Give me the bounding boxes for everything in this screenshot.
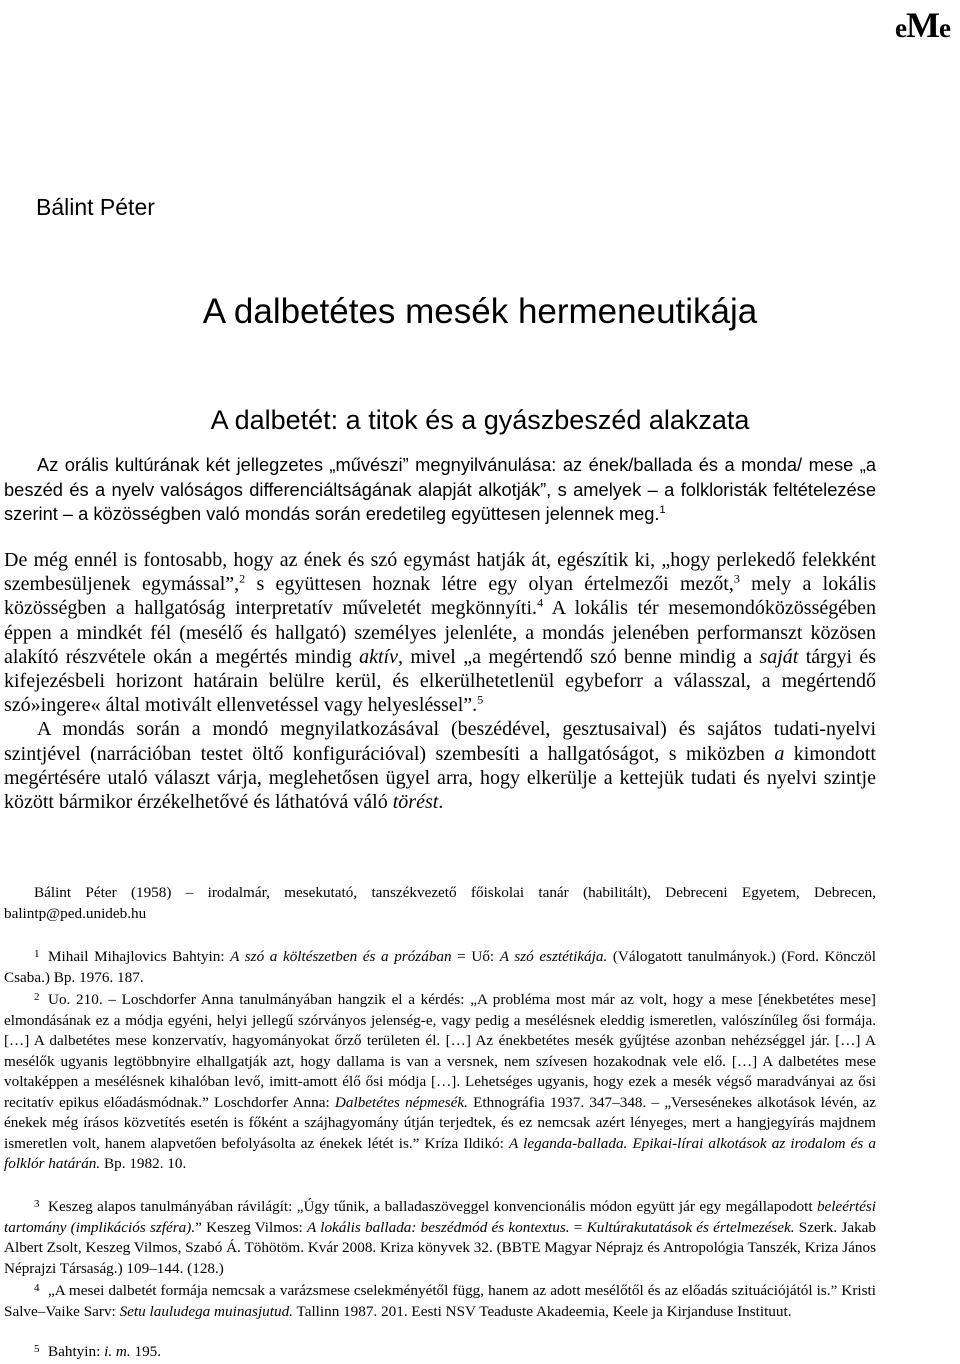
body-text [4, 548, 876, 814]
footnote-5: 5 Bahtyin: i. m. 195. [34, 1343, 162, 1360]
author-name: Bálint Péter [36, 194, 155, 220]
article-title: A dalbetétes mesék hermeneutikája [202, 292, 758, 331]
footnote-1: 1 Mihail Mihajlovics Bahtyin: A szó a költészetben és a prózában = Uő: A szó esztétikája. (Válogatott tanulmányok.) (Ford. Könczöl Csaba.) Bp. 1976. 187. [4, 948, 876, 986]
footnote-ref-4[interactable]: 4 [537, 595, 544, 610]
body-paragraph-2: De még ennél is fontosabb, hogy az ének és szó egymást hatják át, egészítik ki, „hogy perlekedő felekként szembesüljenek egymással”,$^2$ s együttesen hoznak létre egy olyan értelmezői mezőt,$^3$ mely a lokális közösségben a hallgatóság interpretatív műveletét megkönnyíti.$^4$ A lokális tér mesemondóközösségében éppen a mindkét fél (mesélő és hallgató) személyes jelenléte, a mondás jelenében performanszt közösen alakító részvétele okán a megértés mindig aktív, mivel „a megértendő szó benne mindig a saját tárgyi és kifejezésbeli horizont határain belülre kerül, és elkerülhetetlenül egybeforr a válasszal, a megértendő szó»ingere« által motivált ellenvetéssel vagy helyesléssel”.$^5$ [4, 549, 877, 717]
footnote-ref-5[interactable]: 5 [477, 692, 484, 707]
footnote-3: 3 Keszeg alapos tanulmányában rávilágít: „Úgy tűnik, a balladaszöveggel konvencionális módon együtt jár egy megállapodott beleértési tartomány (implikációs szféra).” Keszeg Vilmos: A lokális ballada: beszédmód és kontextus. = Kultúrakutatások és értelmezések. Szerk. Jakab Albert Zsolt, Keszeg Vilmos, Szabó Á. Töhötöm. Kvár 2008. Kriza könyvek 32. (BBTE Magyar Néprajz és Antropológia Tanszék, Kriza János Néprajzi Társaság.) 109–144. (128.) [4, 1198, 876, 1277]
footnote-2: 2 Uo. 210. – Loschdorfer Anna tanulmányában hangzik el a kérdés: „A probléma most már az volt, hogy a mese [énekbetétes mese] elmondásának ez a módja egyéni, helyi jellegű szórványos jelenség-e, vagy pedig a mesélésnek eleddig ismeretlen, valószínűleg ősi formája. […] A dalbetétes mese konzervatív, hagyományokat őrző területen él. […] Az énekbetétes mesék gyűjtése azonban nehézséggel jár. […] A mesélők ugyanis legtöbbnyire elhallgatják azt, hogy dallama is van a versnek, nem szívesen hozakodnak vele elő. […] A dalbetétes mese voltaképpen a mesélésnek kihalóban levő, imitt-amott élő ősi módja […]. Lehetséges ugyanis, hogy ezek a mesék végső maradványai az ősi recitatív epikus előadásmódnak.” Loschdorfer Anna: Dalbetétes népmesék. Ethnográfia 1937. 347–348. – „Versesénekes alkotások lévén, az énekek még írásos közvetítés esetén is főként a szájhagyomány útján terjedtek, és ez nemcsak azért lényeges, mert a hangjegyírás majdnem ismeretlen volt, hanem alapvetően befolyásolta az énekek létét is.” Kríza Ildikó: A leganda-ballada. Epikai-lírai alkotások az irodalom és a folklór határán. Bp. 1982. 10. [4, 991, 876, 1172]
journal-logo: eMe [895, 5, 950, 45]
footnote-4: 4 „A mesei dalbetét formája nemcsak a varázsmese cselekményétől függ, hanem az adott mesélőtől és az előadás szituációjától is.” Kristi Salve–Vaike Sarv: Setu lauludega muinasjutud. Tallinn 1987. 201. Eesti NSV Teaduste Akadeemia, Keele ja Kirjanduse Instituut. [4, 1282, 876, 1320]
body-paragraph-1: Az orális kultúrának két jellegzetes „művészi” megnyilvánulása: az ének/ballada és a monda/ mese „a beszéd és a nyelv valóságos differenciáltságának alapját alkotják”, s amelyek – a folkloristák feltételezése szerint – a közösségben való mondás során eredetileg együttesen jelennek meg.$^1$ [4, 454, 876, 524]
body-paragraph-3: A mondás során a mondó megnyilatkozásával (beszédével, gesztusaival) és sajátos tudati-nyelvi szintjével (narrációban testet öltő konfigurációval) szembesíti a hallgatóságot, s miközben a kimondott megértésére utaló választ várja, meglehetősen ügyel arra, hogy elkerülje a kettejük tudati és nyelvi szintje között bármikor érzékelhetővé és láthatóvá váló törést. [4, 718, 876, 814]
footnote-ref-1[interactable]: 1 [659, 503, 666, 516]
footnote-ref-3[interactable]: 3 [733, 571, 740, 586]
footnote-ref-2[interactable]: 2 [239, 571, 246, 586]
section-heading: A dalbetét: a titok és a gyászbeszéd alakzata [210, 405, 750, 435]
author-bio: Bálint Péter (1958) – irodalmár, mesekutató, tanszékvezető főiskolai tanár (habilitált), Debreceni Egyetem, Debrecen, balintp@ped.unideb.hu [4, 884, 876, 922]
